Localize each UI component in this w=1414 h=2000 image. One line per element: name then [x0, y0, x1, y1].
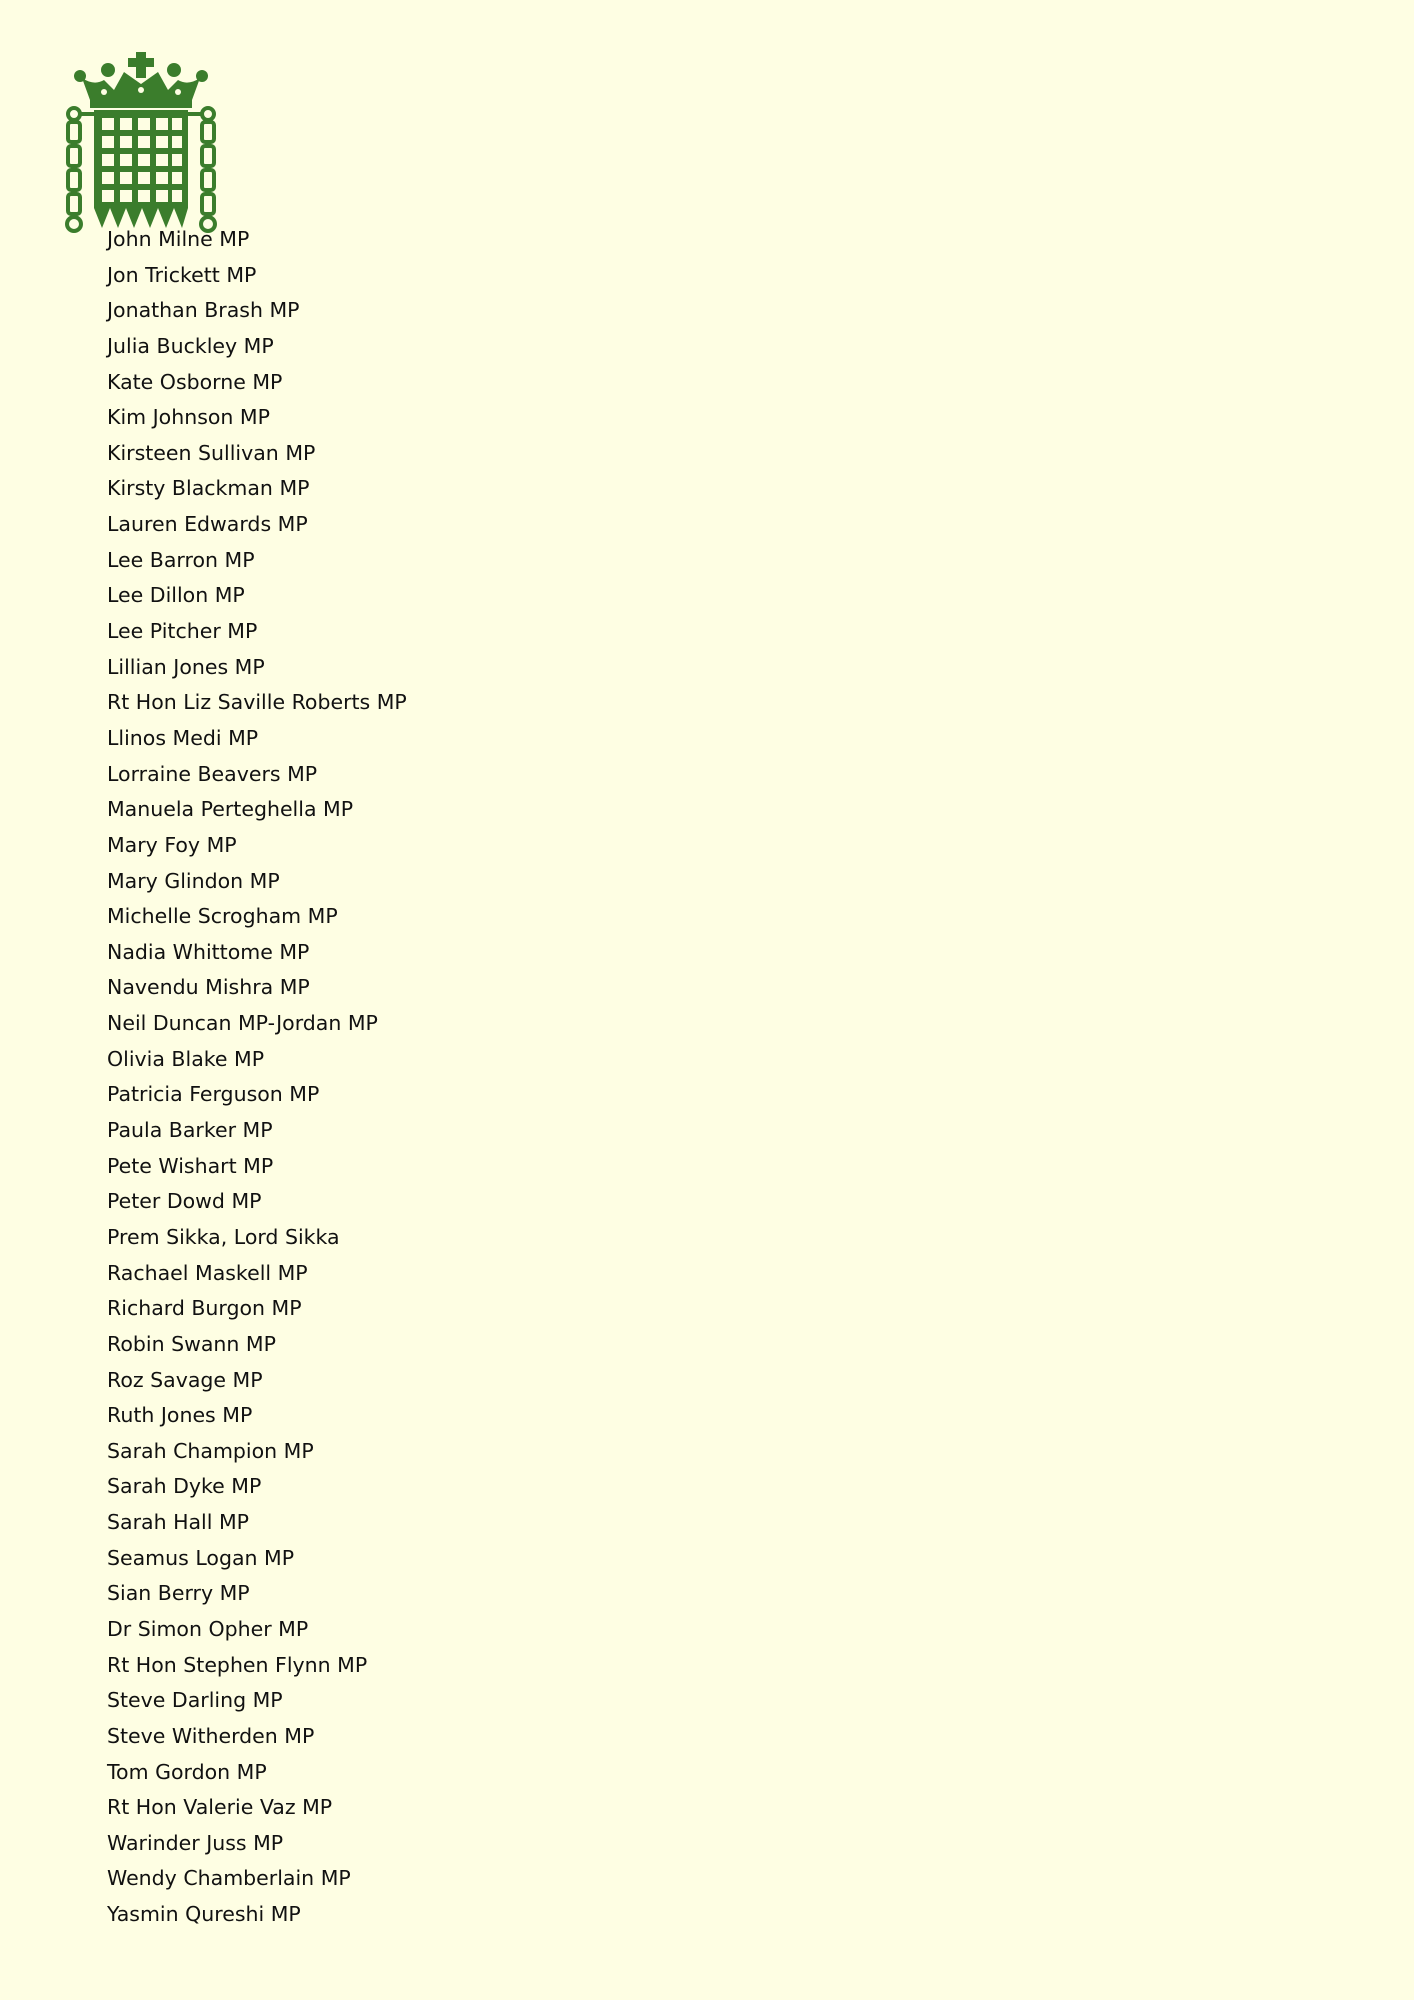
signatory-name: Ruth Jones MP — [107, 1403, 253, 1428]
portcullis-logo-icon — [64, 50, 218, 238]
signatory-name: Lee Barron MP — [107, 547, 255, 572]
signatory-name: Mary Foy MP — [107, 832, 237, 857]
signatory-name: Yasmin Qureshi MP — [107, 1902, 301, 1927]
signatory-name: Richard Burgon MP — [107, 1296, 302, 1321]
signatory-name: Nadia Whittome MP — [107, 939, 310, 964]
signatory-name: Lorraine Beavers MP — [107, 761, 318, 786]
signatory-name: Kirsty Blackman MP — [107, 476, 310, 501]
signatory-name: Manuela Perteghella MP — [107, 797, 354, 822]
signatory-name: Tom Gordon MP — [107, 1759, 267, 1784]
signatory-name: Roz Savage MP — [107, 1367, 263, 1392]
signatory-name: Prem Sikka, Lord Sikka — [107, 1224, 340, 1249]
signatory-name: Sarah Champion MP — [107, 1438, 314, 1463]
signatory-name: John Milne MP — [107, 227, 250, 251]
signatory-name: Rt Hon Liz Saville Roberts MP — [107, 690, 407, 715]
signatory-name: Steve Darling MP — [107, 1688, 283, 1713]
signatory-name: Kim Johnson MP — [107, 405, 270, 430]
signatory-name: Seamus Logan MP — [107, 1545, 295, 1570]
signatory-name: Llinos Medi MP — [107, 725, 259, 750]
signatory-name: Rt Hon Stephen Flynn MP — [107, 1652, 368, 1677]
signatory-name: Paula Barker MP — [107, 1118, 273, 1143]
signatory-name: Rachael Maskell MP — [107, 1260, 308, 1285]
signatory-name: Neil Duncan MP-Jordan MP — [107, 1011, 378, 1036]
signatory-name: Warinder Juss MP — [107, 1830, 284, 1855]
signatory-name: Julia Buckley MP — [107, 333, 274, 358]
signatory-name: Sarah Dyke MP — [107, 1474, 262, 1499]
signatory-name: Kirsteen Sullivan MP — [107, 440, 316, 465]
signatory-name: Sian Berry MP — [107, 1581, 250, 1606]
signatory-name: Lillian Jones MP — [107, 654, 265, 679]
signatory-name: Rt Hon Valerie Vaz MP — [107, 1795, 333, 1820]
signatory-name: Patricia Ferguson MP — [107, 1082, 320, 1107]
signatory-name: Olivia Blake MP — [107, 1046, 265, 1071]
signatory-name: Dr Simon Opher MP — [107, 1616, 309, 1641]
signatory-name: Kate Osborne MP — [107, 369, 283, 394]
signatory-name: Wendy Chamberlain MP — [107, 1866, 351, 1891]
signatory-name: Mary Glindon MP — [107, 868, 280, 893]
signatory-name: Lee Pitcher MP — [107, 619, 258, 644]
signatory-name: Michelle Scrogham MP — [107, 904, 338, 929]
signatory-name: Navendu Mishra MP — [107, 975, 310, 1000]
signatory-name: Jon Trickett MP — [107, 262, 257, 287]
signatory-name: Pete Wishart MP — [107, 1153, 274, 1178]
signatory-name: Sarah Hall MP — [107, 1510, 250, 1535]
signatory-name: Peter Dowd MP — [107, 1189, 262, 1214]
signatory-list — [107, 222, 407, 1933]
signatory-name: Robin Swann MP — [107, 1331, 276, 1356]
signatory-name: Lauren Edwards MP — [107, 512, 308, 537]
signatory-name: Steve Witherden MP — [107, 1723, 315, 1748]
signatory-name: Jonathan Brash MP — [107, 298, 300, 323]
signatory-name: Lee Dillon MP — [107, 583, 245, 608]
